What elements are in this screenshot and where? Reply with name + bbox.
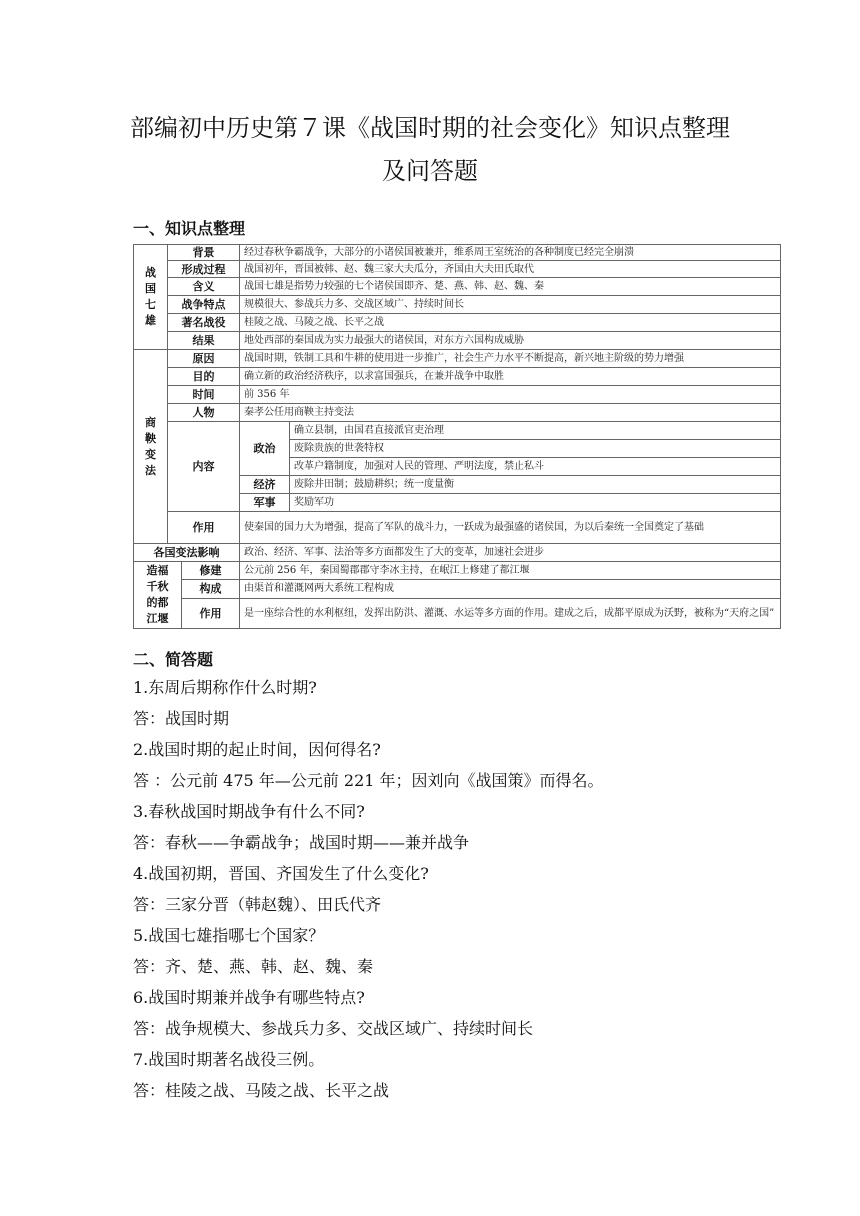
row-key-effect: 作用 (168, 512, 240, 544)
group-label-seven-states: 战国七雄 (134, 245, 168, 350)
question: 1.东周后期称作什么时期? (133, 678, 317, 697)
answer: 答：齐、楚、燕、韩、赵、魏、秦 (133, 957, 374, 976)
table-row (134, 278, 781, 296)
question: 3.春秋战国时期战争有什么不同? (133, 802, 365, 821)
table-row (134, 580, 781, 598)
row-key-content: 内容 (168, 422, 240, 512)
row-value: 确立新的政治经济秩序，以求富国强兵，在兼并战争中取胜 (240, 368, 781, 386)
row-value: 规模很大、参战兵力多、交战区域广、持续时间长 (240, 296, 781, 314)
row-key: 目的 (168, 368, 240, 386)
politics-item: 废除贵族的世袭特权 (290, 440, 781, 458)
row-key: 战争特点 (168, 296, 240, 314)
table-row (134, 350, 781, 368)
table-row (134, 544, 781, 562)
row-key: 作用 (182, 598, 240, 628)
politics-item: 确立县制，由国君直接派官吏治理 (290, 422, 781, 440)
row-value: 战国初年，晋国被韩、赵、魏三家大夫瓜分，齐国由大夫田氏取代 (240, 261, 781, 278)
answer: 答：战国时期 (133, 709, 230, 728)
question: 4.战国初期，晋国、齐国发生了什么变化? (133, 864, 429, 883)
row-value: 经过春秋争霸战争，大部分的小诸侯国被兼并，维系周王室统治的各种制度已经完全崩溃 (240, 245, 781, 261)
document-title-line2: 及问答题 (382, 157, 478, 185)
row-key: 背景 (168, 245, 240, 261)
document-title: 部编初中历史第７课《战国时期的社会变化》知识点整理 (130, 114, 730, 142)
table-row (134, 598, 781, 628)
table-row (134, 296, 781, 314)
effect-value: 使秦国的国力大为增强，提高了军队的战斗力，一跃成为最强盛的诸侯国，为以后秦统一全国奠定了基础 (240, 512, 781, 544)
knowledge-table (133, 244, 781, 629)
row-value: 前 356 年 (240, 386, 781, 404)
politics-item: 改革户籍制度，加强对人民的管理、严明法度，禁止私斗 (290, 458, 781, 476)
row-key: 时间 (168, 386, 240, 404)
group-label-dujiangyan: 造福千秋的都江堰 (134, 562, 182, 629)
question: 5.战国七雄指哪七个国家？ (133, 926, 325, 945)
row-key: 结果 (168, 332, 240, 350)
answer: 答：三家分晋（韩赵魏）、田氏代齐 (133, 895, 382, 914)
answer: 答 ：公元前 475 年—公元前 221 年；因刘向《战国策》而得名。 (133, 771, 604, 790)
military-value: 奖励军功 (290, 494, 781, 512)
table-row (134, 404, 781, 422)
sub-key-economy: 经济 (240, 476, 290, 494)
answer: 答：春秋——争霸战争；战国时期——兼并战争 (133, 833, 470, 852)
sub-key-military: 军事 (240, 494, 290, 512)
row-value: 战国七雄是指势力较强的七个诸侯国即齐、楚、燕、韩、赵、魏、秦 (240, 278, 781, 296)
table-row (134, 245, 781, 261)
table-row (134, 368, 781, 386)
influence-value: 政治、经济、军事、法治等多方面都发生了大的变革，加速社会进步 (240, 544, 781, 562)
row-key: 含义 (168, 278, 240, 296)
answer: 答：战争规模大、参战兵力多、交战区域广、持续时间长 (133, 1019, 534, 1038)
row-value: 秦孝公任用商鞅主持变法 (240, 404, 781, 422)
question: 7.战国时期著名战役三例。 (133, 1050, 325, 1069)
question: 6.战国时期兼并战争有哪些特点? (133, 988, 365, 1007)
row-key: 形成过程 (168, 261, 240, 278)
row-value: 是一座综合性的水利枢纽，发挥出防洪、灌溉、水运等多方面的作用。建成之后，成都平原成为沃野，被称为“天府之国” (240, 598, 781, 628)
question: 2.战国时期的起止时间，因何得名? (133, 740, 381, 759)
row-key: 修建 (182, 562, 240, 580)
group-label-shang-yang-reform: 商鞅变法 (134, 350, 168, 544)
section-heading-knowledge: 一、知识点整理 (133, 219, 246, 238)
row-value: 由渠首和灌溉网两大系统工程构成 (240, 580, 781, 598)
table-row (134, 562, 781, 580)
row-key-influence: 各国变法影响 (134, 544, 240, 562)
row-key: 原因 (168, 350, 240, 368)
row-key: 著名战役 (168, 314, 240, 332)
row-value: 桂陵之战、马陵之战、长平之战 (240, 314, 781, 332)
row-value: 公元前 256 年，秦国蜀郡郡守李冰主持，在岷江上修建了都江堰 (240, 562, 781, 580)
table-row (134, 386, 781, 404)
row-value: 战国时期，铁制工具和牛耕的使用进一步推广，社会生产力水平不断提高，新兴地主阶级的势力增强 (240, 350, 781, 368)
sub-key-politics: 政治 (240, 422, 290, 476)
table-row (134, 332, 781, 350)
answer: 答：桂陵之战、马陵之战、长平之战 (133, 1081, 390, 1100)
economy-value: 废除井田制；鼓励耕织；统一度量衡 (290, 476, 781, 494)
section-heading-questions: 二、简答题 (133, 650, 214, 669)
table-row (134, 314, 781, 332)
row-key: 人物 (168, 404, 240, 422)
table-row (134, 422, 781, 440)
row-key: 构成 (182, 580, 240, 598)
table-row (134, 512, 781, 544)
table-row (134, 261, 781, 278)
row-value: 地处西部的秦国成为实力最强大的诸侯国，对东方六国构成威胁 (240, 332, 781, 350)
